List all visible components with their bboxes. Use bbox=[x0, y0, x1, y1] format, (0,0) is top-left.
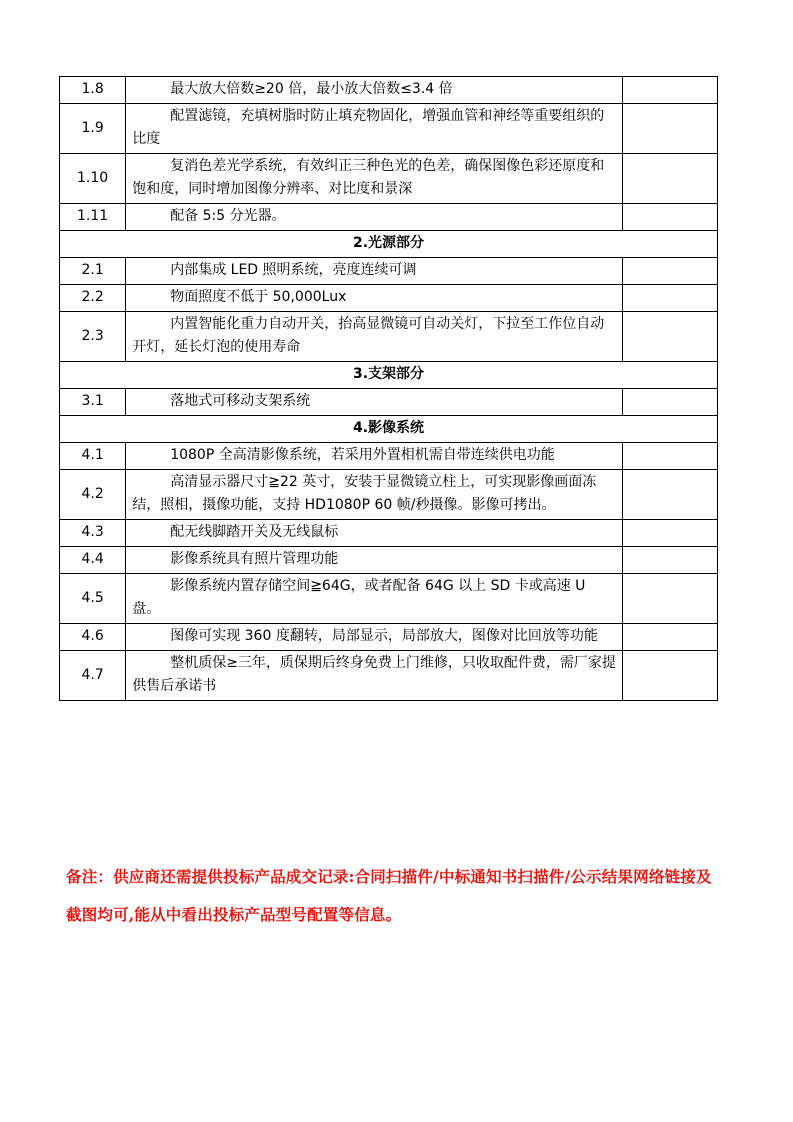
item-description: 高清显示器尺寸≧22 英寸，安装于显微镜立柱上，可实现影像画面冻结，照相，摄像功能，支持 HD1080P 60 帧/秒摄像。影像可拷出。 bbox=[132, 474, 597, 513]
item-number: 4.3 bbox=[60, 520, 126, 547]
item-description-cell bbox=[126, 77, 623, 104]
table-row bbox=[60, 520, 718, 547]
response-cell bbox=[623, 77, 718, 104]
item-description-cell bbox=[126, 154, 623, 204]
item-description: 图像可实现 360 度翻转，局部显示，局部放大，图像对比回放等功能 bbox=[170, 628, 598, 644]
table-row bbox=[60, 651, 718, 701]
item-description-cell bbox=[126, 104, 623, 154]
item-description-cell bbox=[126, 312, 623, 362]
remark-note: 备注：供应商还需提供投标产品成交记录:合同扫描件/中标通知书扫描件/公示结果网络链接及截图均可,能从中看出投标产品型号配置等信息。 bbox=[66, 867, 712, 924]
item-description: 物面照度不低于 50,000Lux bbox=[170, 289, 347, 305]
item-description-cell bbox=[126, 443, 623, 470]
item-number: 4.1 bbox=[60, 443, 126, 470]
item-number: 4.6 bbox=[60, 624, 126, 651]
table-row bbox=[60, 443, 718, 470]
response-cell bbox=[623, 104, 718, 154]
section-title: 4.影像系统 bbox=[60, 416, 718, 443]
item-description: 配无线脚踏开关及无线鼠标 bbox=[170, 524, 339, 540]
response-cell bbox=[623, 443, 718, 470]
response-cell bbox=[623, 547, 718, 574]
table-row bbox=[60, 204, 718, 231]
item-description: 内部集成 LED 照明系统，亮度连续可调 bbox=[170, 262, 417, 278]
response-cell bbox=[623, 520, 718, 547]
item-number: 1.9 bbox=[60, 104, 126, 154]
item-description-cell bbox=[126, 574, 623, 624]
table-row bbox=[60, 77, 718, 104]
table-row bbox=[60, 258, 718, 285]
response-cell bbox=[623, 574, 718, 624]
spec-table-body bbox=[60, 77, 718, 701]
item-description-cell bbox=[126, 520, 623, 547]
section-row bbox=[60, 362, 718, 389]
item-number: 1.8 bbox=[60, 77, 126, 104]
item-description: 影像系统内置存储空间≧64G，或者配备 64G 以上 SD 卡或高速 U 盘。 bbox=[132, 578, 586, 617]
response-cell bbox=[623, 312, 718, 362]
item-description: 影像系统具有照片管理功能 bbox=[170, 551, 339, 567]
item-description-cell bbox=[126, 258, 623, 285]
item-description-cell bbox=[126, 204, 623, 231]
section-row bbox=[60, 416, 718, 443]
item-number: 1.10 bbox=[60, 154, 126, 204]
table-row bbox=[60, 389, 718, 416]
spec-table bbox=[59, 76, 718, 701]
item-description-cell bbox=[126, 547, 623, 574]
item-number: 1.11 bbox=[60, 204, 126, 231]
table-row bbox=[60, 285, 718, 312]
item-number: 3.1 bbox=[60, 389, 126, 416]
response-cell bbox=[623, 258, 718, 285]
item-number: 2.2 bbox=[60, 285, 126, 312]
response-cell bbox=[623, 624, 718, 651]
item-number: 4.4 bbox=[60, 547, 126, 574]
item-description-cell bbox=[126, 470, 623, 520]
response-cell bbox=[623, 651, 718, 701]
item-number: 2.3 bbox=[60, 312, 126, 362]
item-description: 1080P 全高清影像系统，若采用外置相机需自带连续供电功能 bbox=[170, 447, 555, 463]
table-row bbox=[60, 312, 718, 362]
item-description: 整机质保≥三年，质保期后终身免费上门维修，只收取配件费，需厂家提供售后承诺书 bbox=[132, 655, 616, 694]
section-row bbox=[60, 231, 718, 258]
response-cell bbox=[623, 470, 718, 520]
item-number: 4.2 bbox=[60, 470, 126, 520]
item-description-cell bbox=[126, 389, 623, 416]
item-description: 内置智能化重力自动开关，抬高显微镜可自动关灯，下拉至工作位自动开灯，延长灯泡的使用寿命 bbox=[132, 316, 605, 355]
item-number: 4.5 bbox=[60, 574, 126, 624]
table-row bbox=[60, 154, 718, 204]
item-description: 复消色差光学系统，有效纠正三种色光的色差，确保图像色彩还原度和饱和度，同时增加图像分辨率、对比度和景深 bbox=[132, 158, 605, 197]
table-row bbox=[60, 574, 718, 624]
item-description: 落地式可移动支架系统 bbox=[170, 393, 311, 409]
table-row bbox=[60, 547, 718, 574]
section-title: 2.光源部分 bbox=[60, 231, 718, 258]
item-description-cell bbox=[126, 285, 623, 312]
item-description: 配置滤镜，充填树脂时防止填充物固化，增强血管和神经等重要组织的比度 bbox=[132, 108, 605, 147]
section-title: 3.支架部分 bbox=[60, 362, 718, 389]
table-row bbox=[60, 624, 718, 651]
response-cell bbox=[623, 154, 718, 204]
table-row bbox=[60, 104, 718, 154]
item-number: 4.7 bbox=[60, 651, 126, 701]
item-description-cell bbox=[126, 651, 623, 701]
response-cell bbox=[623, 204, 718, 231]
response-cell bbox=[623, 285, 718, 312]
response-cell bbox=[623, 389, 718, 416]
item-description: 最大放大倍数≥20 倍，最小放大倍数≤3.4 倍 bbox=[170, 81, 453, 97]
item-description-cell bbox=[126, 624, 623, 651]
item-description: 配备 5:5 分光器。 bbox=[170, 208, 286, 224]
table-row bbox=[60, 470, 718, 520]
item-number: 2.1 bbox=[60, 258, 126, 285]
